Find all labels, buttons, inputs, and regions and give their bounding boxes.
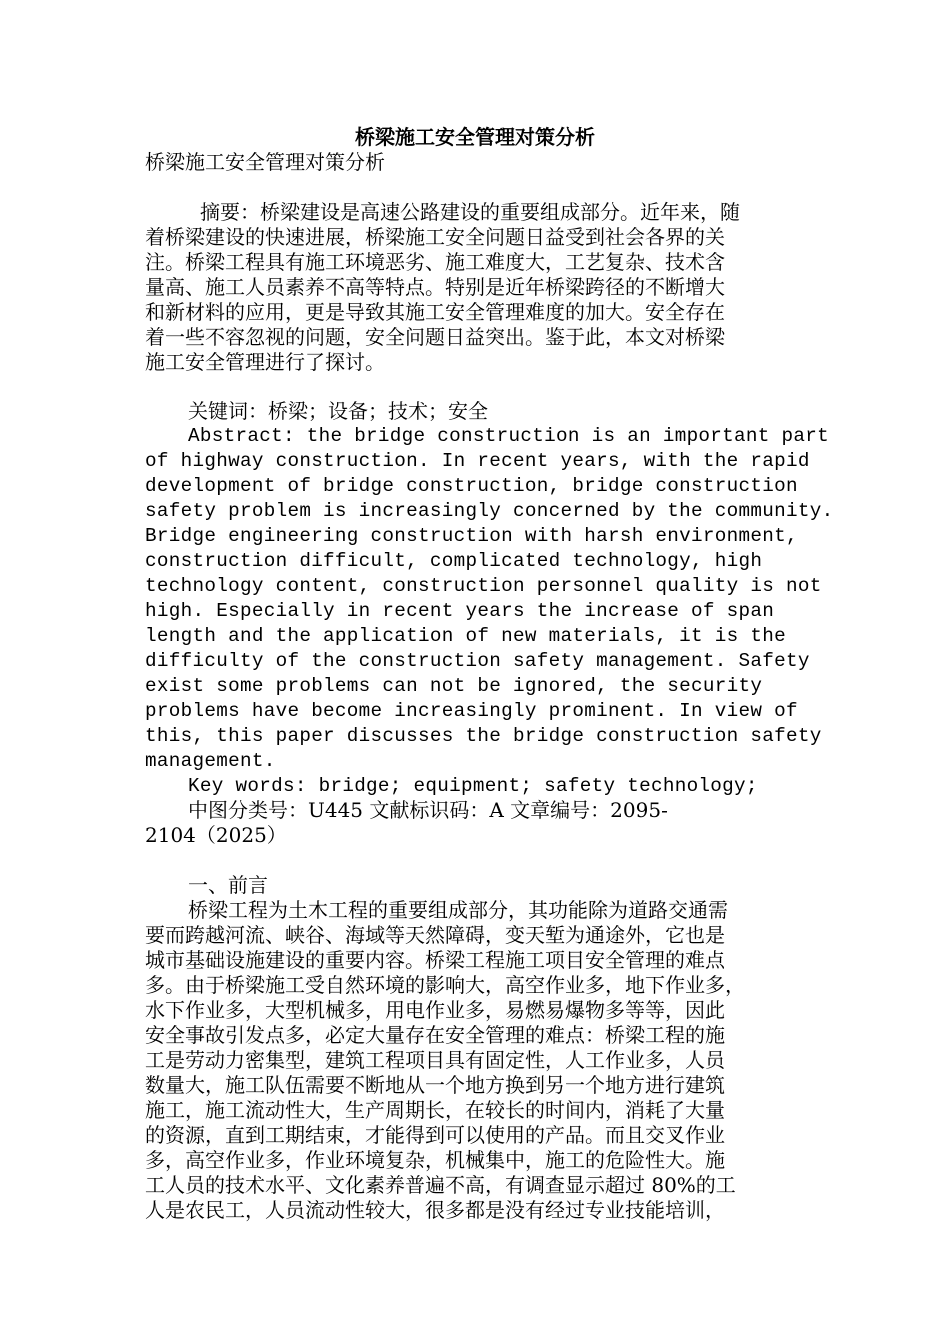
abstract-en-line: high. Especially in recent years the increase of span — [145, 600, 775, 622]
body-line: 水下作业多，大型机械多，用电作业多，易燃易爆物多等等，因此 — [145, 998, 725, 1022]
abstract-en-line: management. — [145, 750, 276, 772]
body-line: 安全事故引发点多，必定大量存在安全管理的难点：桥梁工程的施 — [145, 1023, 725, 1047]
abstract-en-line: difficulty of the construction safety management. Safety — [145, 650, 810, 672]
classification-line: 2104（2025） — [145, 823, 287, 847]
abstract-en-line: length and the application of new materials, it is the — [145, 625, 787, 647]
body-line: 桥梁工程为土木工程的重要组成部分，其功能除为道路交通需 — [188, 898, 728, 922]
body-line: 工人员的技术水平、文化素养普遍不高，有调查显示超过 80%的工 — [145, 1173, 736, 1197]
abstract-cn-line: 和新材料的应用，更是导致其施工安全管理难度的加大。安全存在 — [145, 300, 725, 324]
body-line: 要而跨越河流、峡谷、海域等天然障碍，变天堑为通途外，它也是 — [145, 923, 725, 947]
abstract-cn-line: 摘要：桥梁建设是高速公路建设的重要组成部分。近年来，随 — [200, 200, 740, 224]
body-line: 多。由于桥梁施工受自然环境的影响大，高空作业多，地下作业多， — [145, 973, 745, 997]
body-line: 城市基础设施建设的重要内容。桥梁工程施工项目安全管理的难点 — [145, 948, 725, 972]
abstract-en-line: construction difficult, complicated technology, high — [145, 550, 763, 572]
section-heading: 一、前言 — [188, 873, 268, 897]
abstract-en-line: of highway construction. In recent years, with the rapid — [145, 450, 810, 472]
abstract-cn-line: 施工安全管理进行了探讨。 — [145, 350, 385, 374]
abstract-cn-line: 着桥梁建设的快速进展，桥梁施工安全问题日益受到社会各界的关 — [145, 225, 725, 249]
document-title: 桥梁施工安全管理对策分析 — [355, 125, 595, 149]
body-line: 的资源，直到工期结束，才能得到可以使用的产品。而且交叉作业 — [145, 1123, 725, 1147]
keywords-en: Key words: bridge; equipment; safety technology; — [188, 775, 758, 797]
abstract-en-line: Bridge engineering construction with harsh environment, — [145, 525, 798, 547]
abstract-cn-line: 量高、施工人员素养不高等特点。特别是近年桥梁跨径的不断增大 — [145, 275, 725, 299]
abstract-en-line: this, this paper discusses the bridge construction safety — [145, 725, 822, 747]
keywords-cn: 关键词：桥梁；设备；技术；安全 — [188, 399, 488, 423]
abstract-cn-line: 着一些不容忽视的问题，安全问题日益突出。鉴于此，本文对桥梁 — [145, 325, 725, 349]
body-line: 多，高空作业多，作业环境复杂，机械集中，施工的危险性大。施 — [145, 1148, 725, 1172]
abstract-en-line: technology content, construction personnel quality is not — [145, 575, 822, 597]
body-line: 工是劳动力密集型，建筑工程项目具有固定性，人工作业多，人员 — [145, 1048, 725, 1072]
body-line: 施工，施工流动性大，生产周期长，在较长的时间内，消耗了大量 — [145, 1098, 725, 1122]
abstract-en-line: Abstract: the bridge construction is an important part — [188, 425, 830, 447]
body-line: 人是农民工，人员流动性较大，很多都是没有经过专业技能培训， — [145, 1198, 725, 1222]
classification-line: 中图分类号：U445 文献标识码：A 文章编号：2095- — [188, 798, 668, 822]
document-subtitle: 桥梁施工安全管理对策分析 — [145, 150, 385, 174]
abstract-en-line: exist some problems can not be ignored, the security — [145, 675, 763, 697]
abstract-cn-line: 注。桥梁工程具有施工环境恶劣、施工难度大，工艺复杂、技术含 — [145, 250, 725, 274]
abstract-en-line: development of bridge construction, bridge construction — [145, 475, 798, 497]
abstract-en-line: safety problem is increasingly concerned by the community. — [145, 500, 834, 522]
abstract-en-line: problems have become increasingly prominent. In view of — [145, 700, 798, 722]
body-line: 数量大，施工队伍需要不断地从一个地方换到另一个地方进行建筑 — [145, 1073, 725, 1097]
